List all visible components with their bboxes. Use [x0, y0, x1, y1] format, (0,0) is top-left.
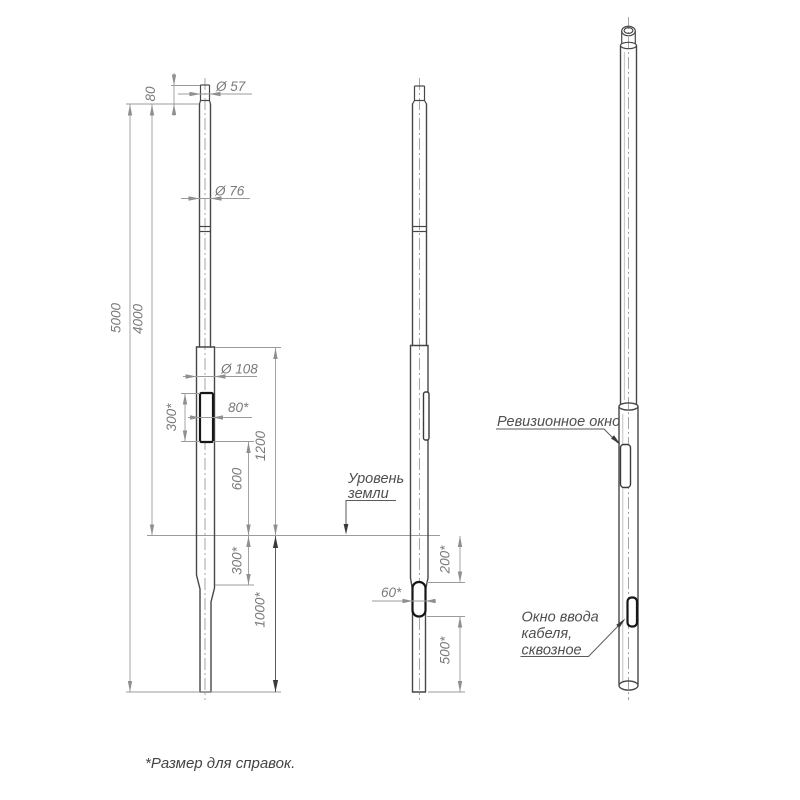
side-view-dimensions — [344, 471, 465, 692]
cable-window-label-line1: Окно ввода — [521, 609, 599, 626]
revision-window-callout — [496, 414, 621, 445]
revision-window-side — [424, 392, 430, 440]
dim-80-window-text: 80* — [228, 400, 249, 415]
dim-200-text: 200* — [437, 545, 453, 574]
dim-5000-text: 5000 — [108, 302, 124, 334]
ground-label-line1: Уровень — [348, 471, 405, 487]
dia-57-text: Ø 57 — [216, 79, 246, 94]
dim-60-text: 60* — [381, 585, 402, 600]
revision-window-label: Ревизионное окно — [497, 414, 621, 430]
dim-200 — [438, 536, 463, 583]
front-view-pole — [197, 85, 215, 692]
dim-500-text: 500* — [437, 636, 453, 665]
ground-level-label — [344, 471, 405, 535]
iso-view-labels — [496, 414, 626, 659]
cable-window-label-line3: сквозное — [521, 642, 582, 659]
dim-1000-text: 1000* — [252, 592, 268, 628]
dim-500 — [438, 617, 463, 693]
reference-note: *Размер для справок. — [145, 755, 296, 772]
dim-80 — [143, 73, 176, 116]
front-view-dimensions — [109, 73, 282, 692]
dim-600 — [230, 442, 251, 536]
dim-80-text: 80 — [143, 86, 158, 102]
dim-80-window — [188, 400, 252, 420]
dim-300-window-text: 300* — [164, 403, 179, 432]
dim-600-text: 600 — [229, 467, 245, 491]
dim-1200-text: 1200 — [253, 430, 268, 462]
cable-window-callout — [521, 610, 626, 659]
dim-4000-text: 4000 — [130, 303, 146, 335]
dim-300-below — [230, 536, 251, 585]
leader-dia-57 — [178, 79, 252, 96]
cable-window-iso — [628, 598, 638, 627]
cable-window-side — [413, 582, 426, 617]
dia-108-text: Ø 108 — [221, 361, 258, 377]
dia-76-text: Ø 76 — [215, 183, 245, 199]
dim-4000 — [131, 105, 155, 536]
ground-label-line2: земли — [348, 486, 389, 502]
cable-window-label-line2: кабеля, — [521, 626, 573, 642]
dim-1000 — [253, 536, 279, 692]
leader-dia-108 — [183, 362, 258, 379]
dim-300-below-text: 300* — [229, 547, 245, 575]
leader-dia-76 — [181, 184, 250, 201]
dim-300-window — [164, 394, 187, 442]
revision-window-iso — [621, 445, 631, 488]
dim-5000 — [109, 105, 133, 693]
